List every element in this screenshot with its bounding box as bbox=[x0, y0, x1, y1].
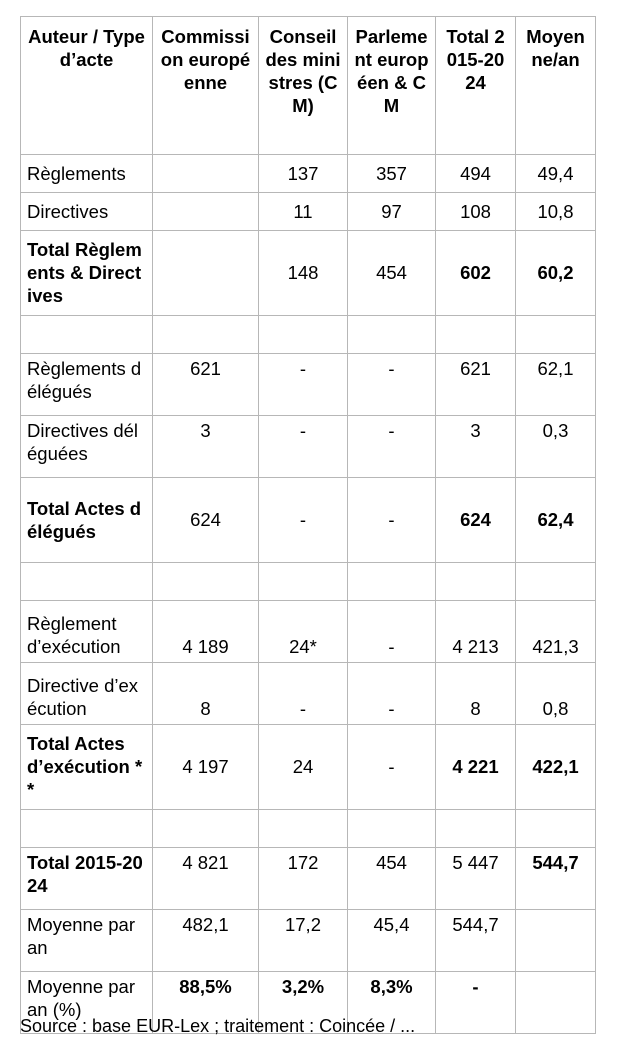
source-note: Source : base EUR-Lex ; traitement : Coincée / ... bbox=[20, 1016, 416, 1036]
cell-parliament-council: 8,3% bbox=[348, 972, 436, 1034]
cell-average: 62,4 bbox=[516, 478, 596, 563]
table-row-total bbox=[21, 725, 596, 810]
row-label: Total 2015-2024 bbox=[21, 848, 153, 910]
table-row-spacer bbox=[21, 563, 596, 601]
cell-commission: 482,1 bbox=[153, 910, 259, 972]
table-row bbox=[21, 193, 596, 231]
cell-commission: 88,5% bbox=[153, 972, 259, 1034]
row-label: Directive d’exécution bbox=[21, 663, 153, 725]
header-total: Total 2015-2024 bbox=[436, 17, 516, 155]
table-row-spacer bbox=[21, 316, 596, 354]
spacer-cell bbox=[516, 563, 596, 601]
cell-total: 494 bbox=[436, 155, 516, 193]
spacer-cell bbox=[21, 810, 153, 848]
row-label: Total Actes d’exécution ** bbox=[21, 725, 153, 810]
spacer-cell bbox=[436, 810, 516, 848]
cell-average: 421,3 bbox=[516, 601, 596, 663]
header-row bbox=[21, 17, 596, 155]
cell-parliament-council: - bbox=[348, 354, 436, 416]
spacer-cell bbox=[153, 563, 259, 601]
table-row bbox=[21, 601, 596, 663]
spacer-cell bbox=[348, 563, 436, 601]
cell-average: 0,3 bbox=[516, 416, 596, 478]
cell-commission: 4 189 bbox=[153, 601, 259, 663]
cell-commission: 8 bbox=[153, 663, 259, 725]
cell-parliament-council: 97 bbox=[348, 193, 436, 231]
cell-council: 148 bbox=[259, 231, 348, 316]
spacer-cell bbox=[259, 563, 348, 601]
header-council: Conseil des ministres (CM) bbox=[259, 17, 348, 155]
cell-average: 62,1 bbox=[516, 354, 596, 416]
cell-council: 172 bbox=[259, 848, 348, 910]
cell-average bbox=[516, 910, 596, 972]
table-row bbox=[21, 910, 596, 972]
cell-parliament-council: 45,4 bbox=[348, 910, 436, 972]
cell-council: - bbox=[259, 416, 348, 478]
spacer-cell bbox=[259, 316, 348, 354]
spacer-cell bbox=[516, 316, 596, 354]
cell-average: 422,1 bbox=[516, 725, 596, 810]
row-label: Directives bbox=[21, 193, 153, 231]
cell-total: 624 bbox=[436, 478, 516, 563]
cell-total: 3 bbox=[436, 416, 516, 478]
spacer-cell bbox=[348, 810, 436, 848]
cell-commission: 624 bbox=[153, 478, 259, 563]
row-label: Total Actes délégués bbox=[21, 478, 153, 563]
cell-commission bbox=[153, 231, 259, 316]
cell-parliament-council: - bbox=[348, 725, 436, 810]
cell-parliament-council: 454 bbox=[348, 848, 436, 910]
cell-council: 11 bbox=[259, 193, 348, 231]
row-label: Règlements bbox=[21, 155, 153, 193]
row-label: Moyenne par an (%) bbox=[21, 972, 153, 1034]
table-row bbox=[21, 354, 596, 416]
cell-council: - bbox=[259, 354, 348, 416]
row-label: Moyenne par an bbox=[21, 910, 153, 972]
cell-council: 24* bbox=[259, 601, 348, 663]
cell-commission: 3 bbox=[153, 416, 259, 478]
cell-commission: 621 bbox=[153, 354, 259, 416]
cell-parliament-council: - bbox=[348, 663, 436, 725]
spacer-cell bbox=[153, 316, 259, 354]
header-author-type: Auteur / Type d’acte bbox=[21, 17, 153, 155]
cell-average: 60,2 bbox=[516, 231, 596, 316]
table-row bbox=[21, 155, 596, 193]
spacer-cell bbox=[348, 316, 436, 354]
row-label: Directives déléguées bbox=[21, 416, 153, 478]
cell-parliament-council: - bbox=[348, 478, 436, 563]
cell-council: 17,2 bbox=[259, 910, 348, 972]
spacer-cell bbox=[153, 810, 259, 848]
spacer-cell bbox=[516, 810, 596, 848]
cell-average: 49,4 bbox=[516, 155, 596, 193]
cell-parliament-council: 357 bbox=[348, 155, 436, 193]
cell-parliament-council: - bbox=[348, 601, 436, 663]
cell-average: 544,7 bbox=[516, 848, 596, 910]
row-label: Total Règlements & Directives bbox=[21, 231, 153, 316]
cell-total: 4 221 bbox=[436, 725, 516, 810]
table-row bbox=[21, 663, 596, 725]
cell-council: 3,2% bbox=[259, 972, 348, 1034]
cell-average: 0,8 bbox=[516, 663, 596, 725]
table-row-spacer bbox=[21, 810, 596, 848]
cell-total: 544,7 bbox=[436, 910, 516, 972]
cell-council: - bbox=[259, 478, 348, 563]
spacer-cell bbox=[436, 563, 516, 601]
cell-commission: 4 197 bbox=[153, 725, 259, 810]
cell-total: 4 213 bbox=[436, 601, 516, 663]
table-row-grand-total bbox=[21, 848, 596, 910]
cell-council: - bbox=[259, 663, 348, 725]
header-average: Moyenne/an bbox=[516, 17, 596, 155]
spacer-cell bbox=[21, 563, 153, 601]
cell-commission bbox=[153, 193, 259, 231]
cell-council: 24 bbox=[259, 725, 348, 810]
cell-total: 5 447 bbox=[436, 848, 516, 910]
cell-parliament-council: 454 bbox=[348, 231, 436, 316]
spacer-cell bbox=[436, 316, 516, 354]
cell-total: 108 bbox=[436, 193, 516, 231]
cell-total: 621 bbox=[436, 354, 516, 416]
acts-table bbox=[20, 16, 596, 1034]
cell-parliament-council: - bbox=[348, 416, 436, 478]
spacer-cell bbox=[21, 316, 153, 354]
cell-average bbox=[516, 972, 596, 1034]
cell-commission: 4 821 bbox=[153, 848, 259, 910]
header-commission: Commission européenne bbox=[153, 17, 259, 155]
row-label: Règlements délégués bbox=[21, 354, 153, 416]
cell-total: 602 bbox=[436, 231, 516, 316]
cell-council: 137 bbox=[259, 155, 348, 193]
header-parliament-council: Parlement européen & CM bbox=[348, 17, 436, 155]
cell-total: 8 bbox=[436, 663, 516, 725]
table-row-total bbox=[21, 231, 596, 316]
table-row-total bbox=[21, 478, 596, 563]
row-label: Règlement d’exécution bbox=[21, 601, 153, 663]
cell-total: - bbox=[436, 972, 516, 1034]
cell-average: 10,8 bbox=[516, 193, 596, 231]
spacer-cell bbox=[259, 810, 348, 848]
cell-commission bbox=[153, 155, 259, 193]
table-row bbox=[21, 416, 596, 478]
